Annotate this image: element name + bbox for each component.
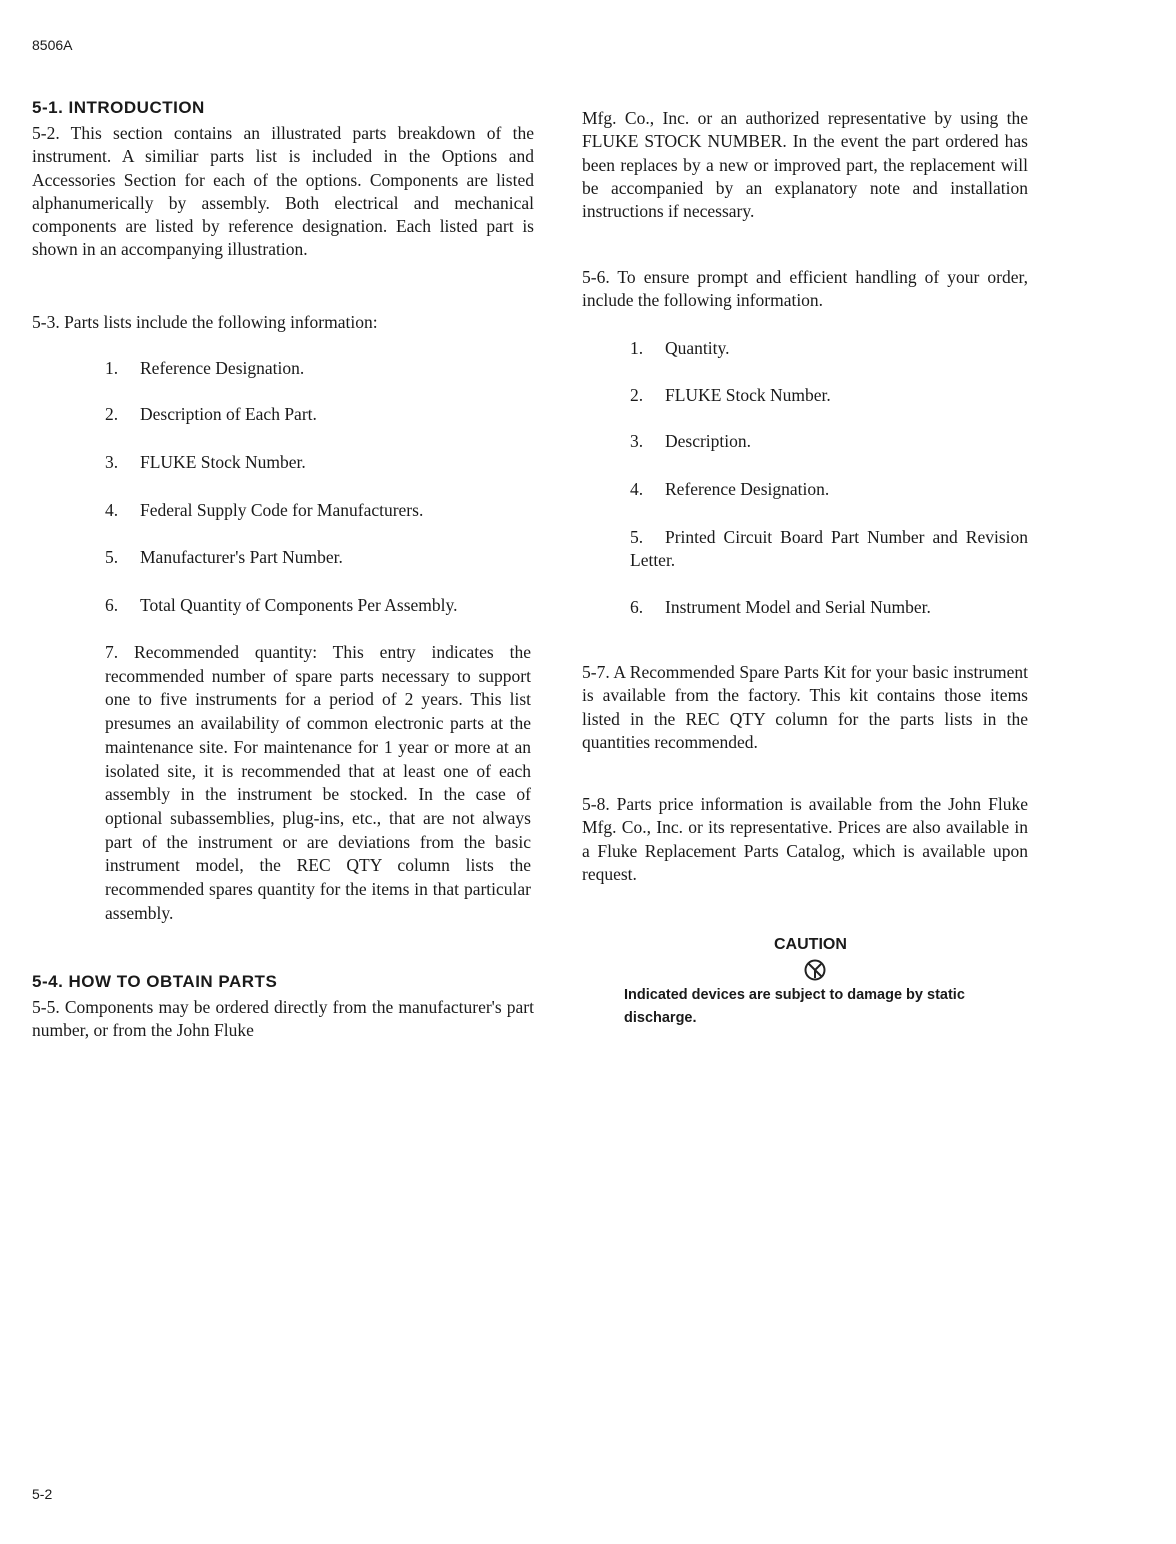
list-number: 5. [630,527,644,547]
caution-text: Indicated devices are subject to damage by static discharge. [624,987,965,1026]
list-number: 6. [630,597,644,617]
list-text: FLUKE Stock Number. [665,385,831,405]
list-item [630,596,931,619]
paragraph-5-7: 5-7. A Recommended Spare Parts Kit for your basic instrument is available from the factory. This kit contains those items listed in the REC QTY column for the parts lists in the quantities recommended. [582,662,1028,752]
list-item [630,478,829,501]
paragraph-5-2: 5-2. This section contains an illustrated parts breakdown of the instrument. A similiar parts list is included in the Options and Accessories Section for each of the options. Components are listed alphanumerically by assembly. Both electrical and mechanical components are listed by reference designation. Each listed part is shown in an accompanying illustration. [32,123,534,260]
list-number: 3. [630,431,644,451]
list-item [630,384,831,407]
list-text: Reference Designation. [665,479,830,499]
list-text: Total Quantity of Components Per Assembly. [140,595,458,615]
caution-title: CAUTION [774,936,847,953]
list-text: Reference Designation. [140,358,305,378]
list-text: Description of Each Part. [140,404,317,424]
list-text: Printed Circuit Board Part Number and Revision Letter. [630,527,1028,570]
list-item-7-recommended-quantity: 7. Recommended quantity: This entry indicates the recommended number of spare parts necessary to support one to five instruments for a period of 2 years. This list presumes an availability of common electronic parts at the maintenance site. For maintenance for 1 year or more at an isolated site, it is recommended that at least one of each assembly in the instrument be stocked. In the case of optional subassemblies, plug-ins, etc., that are not always part of the instrument or are deviations from the basic instrument model, the REC QTY column lists the recommended spares quantity for the items in that particular assembly. [105,642,531,923]
paragraph-5-8: 5-8. Parts price information is available from the John Fluke Mfg. Co., Inc. or its representative. Prices are also available in a Fluke Replacement Parts Catalog, which is available upon request. [582,794,1028,884]
list-item [105,403,317,426]
list-number: 6. [105,595,119,615]
section-heading-introduction: 5-1. INTRODUCTION [32,98,205,117]
page-number: 5-2 [32,1486,53,1502]
section-heading-how-to-obtain-parts: 5-4. HOW TO OBTAIN PARTS [32,972,278,991]
list-item [105,499,423,522]
list-text: FLUKE Stock Number. [140,452,306,472]
paragraph-5-6: 5-6. To ensure prompt and efficient handling of your order, include the following information. [582,267,1028,311]
list-item [105,451,306,474]
list-text: Description. [665,431,752,451]
list-item [105,594,457,617]
paragraph-5-5-continued: Mfg. Co., Inc. or an authorized representative by using the FLUKE STOCK NUMBER. In the event the part ordered has been replaces by a new or improved part, the replacement will be accompanied by an explanatory note and installation instructions if necessary. [582,108,1028,222]
static-sensitive-icon [803,958,827,982]
list-number: 4. [105,500,119,520]
list-text: Federal Supply Code for Manufacturers. [140,500,424,520]
list-number: 4. [630,479,644,499]
list-number: 3. [105,452,119,472]
list-item [105,546,343,569]
paragraph-5-3: 5-3. Parts lists include the following information: [32,312,378,332]
list-item [630,430,751,453]
list-number: 2. [105,404,119,424]
list-text: Instrument Model and Serial Number. [665,597,931,617]
list-number: 1. [105,358,119,378]
list-number: 5. [105,547,119,567]
list-number: 1. [630,338,644,358]
list-text: Manufacturer's Part Number. [140,547,343,567]
list-item [630,526,1028,572]
document-model-header: 8506A [32,37,73,53]
paragraph-5-5: 5-5. Components may be ordered directly from the manufacturer's part number, or from the John Fluke [32,997,534,1041]
list-item [105,357,304,380]
list-number: 2. [630,385,644,405]
list-text: Quantity. [665,338,730,358]
list-item [630,337,729,360]
